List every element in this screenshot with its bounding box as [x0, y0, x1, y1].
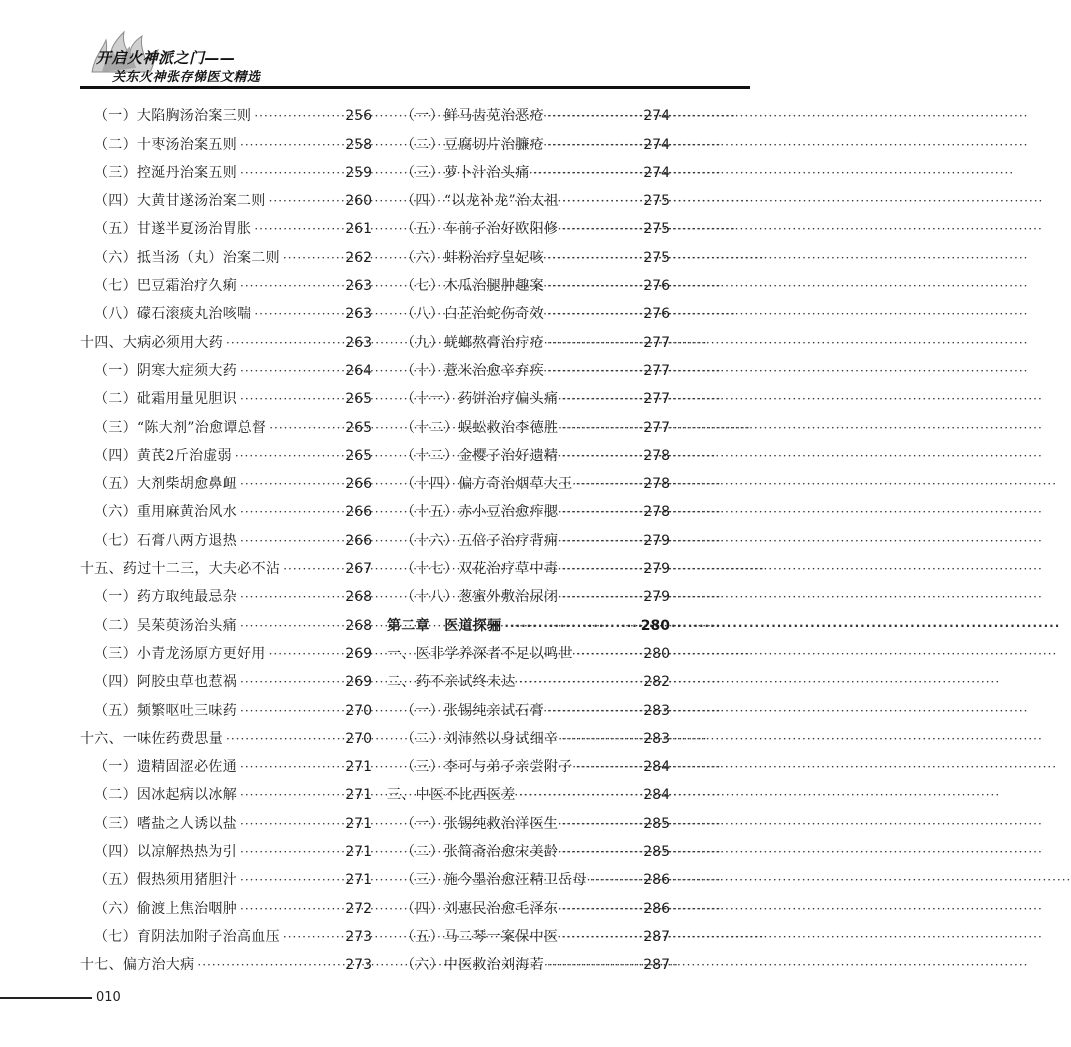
toc-entry-page: 286: [643, 872, 670, 889]
toc-entry-title: （四）黄芪2斤治虚弱: [94, 447, 232, 464]
dot-leader: [561, 814, 640, 834]
toc-entry-page: 280: [640, 617, 670, 634]
dot-leader: [562, 191, 640, 211]
toc-entry[interactable]: [80, 723, 372, 751]
toc-entry[interactable]: [80, 440, 372, 468]
dot-leader: [519, 672, 641, 692]
toc-entry-title: （十六）五倍子治疗背痈: [401, 532, 559, 549]
toc-entry-title: （五）车前子治好欧阳修: [401, 221, 559, 238]
toc-entry[interactable]: [80, 496, 372, 524]
header-subtitle: 关东火神张存悌医文精选: [112, 70, 261, 85]
toc-entry[interactable]: [80, 383, 372, 411]
toc-entry[interactable]: [80, 185, 372, 213]
toc-entry[interactable]: [80, 694, 372, 722]
toc-entry-title: （一）大陷胸汤治案三则: [94, 108, 252, 125]
dot-leader: [240, 163, 342, 183]
dot-leader: [547, 361, 640, 381]
toc-entry-page: 266: [345, 504, 372, 521]
toc-entry-title: （一）遗精固涩必佐通: [94, 759, 237, 776]
toc-entry-page: 279: [643, 589, 670, 606]
toc-entry-title: （二）刘沛然以身试细辛: [401, 730, 559, 747]
toc-entry[interactable]: [387, 100, 670, 128]
header-title: 开启火神派之门——: [96, 49, 236, 67]
toc-entry-page: 266: [345, 476, 372, 493]
toc-entry[interactable]: [387, 666, 670, 694]
toc-entry-page: 284: [643, 787, 670, 804]
toc-entry-title: 十六、一味佐药费思量: [80, 730, 223, 747]
toc-entry-title: 第二章 医道探骊: [387, 617, 502, 634]
toc-entry-title: （二）豆腐切片治臁疮: [401, 136, 544, 153]
toc-entry-page: 258: [345, 136, 372, 153]
toc-entry-title: （七）巴豆霜治疗久痢: [94, 278, 237, 295]
dot-leader: [504, 616, 637, 636]
toc-entry-page: 270: [345, 702, 372, 719]
dot-leader: [254, 304, 342, 324]
toc-entry[interactable]: [387, 496, 670, 524]
toc-entry-title: （二）张简斋治愈宋美龄: [401, 844, 559, 861]
toc-entry[interactable]: [80, 468, 372, 496]
toc-entry[interactable]: [387, 553, 670, 581]
toc-entry-title: （十二）蜈蚣救治李德胜: [401, 419, 559, 436]
toc-entry[interactable]: [387, 609, 670, 637]
toc-entry-title: （四）大黄甘遂汤治案二则: [94, 193, 266, 210]
toc-entry-page: 259: [345, 164, 372, 181]
toc-entry-title: （二）因冰起病以冰解: [94, 787, 237, 804]
toc-entry-page: 265: [345, 419, 372, 436]
toc-entry-page: 260: [345, 193, 372, 210]
toc-entry[interactable]: [387, 185, 670, 213]
toc-entry[interactable]: [80, 241, 372, 269]
toc-entry-page: 278: [643, 504, 670, 521]
toc-entry[interactable]: [387, 836, 670, 864]
dot-leader: [547, 106, 640, 126]
toc-entry-title: （五）频繁呕吐三味药: [94, 702, 237, 719]
toc-entry[interactable]: [80, 581, 372, 609]
dot-leader: [240, 474, 342, 494]
dot-leader: [547, 955, 640, 975]
toc-entry-title: （三）“陈大剂”治愈谭总督: [94, 419, 267, 436]
toc-entry-page: 285: [643, 815, 670, 832]
toc-entry-page: 279: [643, 561, 670, 578]
dot-leader: [240, 135, 342, 155]
toc-entry-page: 275: [643, 221, 670, 238]
toc-entry[interactable]: [387, 751, 670, 779]
toc-entry[interactable]: [80, 836, 372, 864]
toc-entry-page: 283: [643, 702, 670, 719]
toc-entry-title: （四）刘惠民治愈毛泽东: [401, 900, 559, 917]
toc-entry-title: （三）嗜盐之人诱以盐: [94, 815, 237, 832]
toc-entry-title: （二）十枣汤治案五则: [94, 136, 237, 153]
toc-entry[interactable]: [387, 355, 670, 383]
toc-entry[interactable]: [387, 157, 670, 185]
toc-entry-title: （一）张锡纯亲试石膏: [401, 702, 544, 719]
toc-column-right: [387, 100, 670, 977]
toc-entry[interactable]: [387, 638, 670, 666]
toc-entry[interactable]: [80, 326, 372, 354]
toc-entry-page: 271: [345, 787, 372, 804]
toc-entry-page: 282: [643, 674, 670, 691]
toc-entry-page: 286: [643, 900, 670, 917]
toc-entry-title: （六）偷渡上焦治咽肿: [94, 900, 237, 917]
toc-entry[interactable]: [80, 355, 372, 383]
dot-leader: [519, 785, 641, 805]
dot-leader: [561, 502, 640, 522]
toc-entry[interactable]: [80, 779, 372, 807]
toc-entry-title: （三）李可与弟子亲尝附子: [401, 759, 573, 776]
running-header: [0, 0, 750, 96]
toc-entry-page: 267: [345, 561, 372, 578]
dot-leader: [576, 644, 640, 664]
toc-entry-page: 268: [345, 589, 372, 606]
toc-entry[interactable]: [80, 638, 372, 666]
toc-entry[interactable]: [387, 723, 670, 751]
toc-entry[interactable]: [80, 213, 372, 241]
toc-entry-title: （十八）葱蜜外敷治尿闭: [401, 589, 559, 606]
toc-entry-page: 283: [643, 730, 670, 747]
dot-leader: [561, 587, 640, 607]
toc-entry-title: （十一）药饼治疗偏头痛: [401, 391, 559, 408]
toc-entry-title: （十五）赤小豆治愈痄腮: [401, 504, 559, 521]
toc-entry-page: 276: [643, 306, 670, 323]
dot-leader: [226, 333, 342, 353]
toc-entry[interactable]: [387, 581, 670, 609]
dot-leader: [533, 163, 641, 183]
toc-entry-title: （三）施今墨治愈汪精卫岳母: [401, 872, 587, 889]
toc-entry-title: 三、中医不比西医差: [387, 787, 516, 804]
toc-entry-title: （五）假热须用猪胆汁: [94, 872, 237, 889]
dot-leader: [576, 757, 641, 777]
toc-entry-page: 278: [643, 447, 670, 464]
toc-entry-title: （四）以凉解热热为引: [94, 844, 237, 861]
dot-leader: [240, 757, 342, 777]
toc-entry-title: （三）萝卜汁治头痛: [401, 164, 530, 181]
toc-entry-title: （七）育阴法加附子治高血压: [94, 928, 280, 945]
toc-entry-page: 265: [345, 447, 372, 464]
toc-entry[interactable]: [387, 949, 670, 977]
toc-entry-page: 280: [643, 645, 670, 662]
toc-entry[interactable]: [80, 298, 372, 326]
dot-leader: [283, 559, 342, 579]
dot-leader: [561, 418, 640, 438]
toc-entry-title: （八）白芷治蛇伤奇效: [401, 306, 544, 323]
dot-leader: [240, 587, 342, 607]
toc-entry[interactable]: [80, 128, 372, 156]
toc-entry-title: 一、医非学养深者不足以鸣世: [387, 645, 573, 662]
dot-leader: [226, 729, 342, 749]
toc-entry[interactable]: [80, 892, 372, 920]
toc-entry[interactable]: [387, 921, 670, 949]
dot-leader: [240, 701, 342, 721]
toc-entry-page: 271: [345, 872, 372, 889]
toc-entry-page: 275: [643, 249, 670, 266]
dot-leader: [240, 361, 342, 381]
toc-entry-page: 271: [345, 844, 372, 861]
dot-leader: [269, 191, 343, 211]
toc-entry[interactable]: [387, 524, 670, 552]
toc-entry-page: 256: [345, 108, 372, 125]
dot-leader: [283, 248, 342, 268]
toc-entry-page: 273: [345, 928, 372, 945]
toc-entry-page: 262: [345, 249, 372, 266]
toc-entry-page: 268: [345, 617, 372, 634]
toc-entry[interactable]: [80, 100, 372, 128]
toc-entry-title: （七）石膏八两方退热: [94, 532, 237, 549]
dot-leader: [240, 672, 342, 692]
dot-leader: [240, 616, 342, 636]
toc-entry[interactable]: [387, 440, 670, 468]
toc-entry-title: （一）鲜马齿苋治恶疮: [401, 108, 544, 125]
toc-entry-page: 266: [345, 532, 372, 549]
dot-leader: [561, 927, 640, 947]
dot-leader: [240, 531, 342, 551]
toc-entry-page: 274: [643, 108, 670, 125]
toc-entry-page: 271: [345, 759, 372, 776]
footer-rule: [0, 997, 92, 999]
toc-entry-title: （一）张锡纯救治洋医生: [401, 815, 559, 832]
toc-entry[interactable]: [80, 553, 372, 581]
toc-entry[interactable]: [387, 298, 670, 326]
toc-entry-title: （十）薏米治愈辛弃疾: [401, 362, 544, 379]
toc-entry[interactable]: [387, 270, 670, 298]
toc-entry-title: （七）木瓜治腿肿趣案: [401, 278, 544, 295]
dot-leader: [283, 927, 342, 947]
toc-entry-page: 277: [643, 362, 670, 379]
toc-entry-page: 277: [643, 334, 670, 351]
toc-entry-title: （三）控涎丹治案五则: [94, 164, 237, 181]
toc-entry[interactable]: [387, 468, 670, 496]
toc-entry-page: 274: [643, 164, 670, 181]
toc-entry-page: 265: [345, 391, 372, 408]
toc-entry[interactable]: [80, 524, 372, 552]
toc-entry[interactable]: [387, 241, 670, 269]
dot-leader: [269, 644, 343, 664]
toc-entry[interactable]: [80, 157, 372, 185]
toc-entry-title: （六）重用麻黄治风水: [94, 504, 237, 521]
toc-entry-page: 284: [643, 759, 670, 776]
dot-leader: [561, 531, 640, 551]
toc-entry-title: （五）马二琴一案保中医: [401, 928, 559, 945]
toc-entry-page: 279: [643, 532, 670, 549]
dot-leader: [240, 870, 342, 890]
toc-column-left: [80, 100, 372, 977]
toc-entry-title: （四）阿胶虫草也惹祸: [94, 674, 237, 691]
toc-entry[interactable]: [387, 411, 670, 439]
toc-entry-title: 十七、偏方治大病: [80, 957, 195, 974]
toc-entry[interactable]: [387, 864, 670, 892]
toc-entry-title: （十二）金樱子治好遗精: [401, 447, 559, 464]
dot-leader: [547, 248, 640, 268]
dot-leader: [561, 842, 640, 862]
toc-entry-title: （十七）双花治疗草中毒: [401, 561, 559, 578]
toc-entry-title: （二）吴茱萸汤治头痛: [94, 617, 237, 634]
dot-leader: [269, 418, 342, 438]
toc-entry-title: （十四）偏方奇治烟草大王: [401, 476, 573, 493]
dot-leader: [547, 276, 640, 296]
dot-leader: [576, 474, 641, 494]
toc-entry-title: （四）“以龙补龙”治太祖: [401, 193, 559, 210]
toc-entry-page: 261: [345, 221, 372, 238]
toc-entry[interactable]: [387, 213, 670, 241]
toc-entry[interactable]: [387, 807, 670, 835]
toc-entry-title: （一）阴寒大症须大药: [94, 362, 237, 379]
toc-entry-page: 269: [345, 645, 372, 662]
toc-entry[interactable]: [80, 807, 372, 835]
dot-leader: [561, 219, 640, 239]
toc-entry[interactable]: [80, 864, 372, 892]
toc-entry-page: 263: [345, 278, 372, 295]
dot-leader: [547, 333, 640, 353]
toc-entry[interactable]: [387, 383, 670, 411]
toc-entry-page: 263: [345, 334, 372, 351]
dot-leader: [240, 814, 342, 834]
toc-entry-page: 270: [345, 730, 372, 747]
toc-entry-page: 278: [643, 476, 670, 493]
toc-entry-page: 272: [345, 900, 372, 917]
dot-leader: [240, 785, 342, 805]
toc-entry-page: 263: [345, 306, 372, 323]
page-number: 010: [96, 990, 121, 1005]
toc-entry-title: （六）抵当汤（丸）治案二则: [94, 249, 280, 266]
toc-entry-page: 276: [643, 278, 670, 295]
dot-leader: [254, 219, 342, 239]
toc-entry-title: （九）蜣螂熬膏治疔疮: [401, 334, 544, 351]
dot-leader: [561, 389, 640, 409]
toc-entry-page: 285: [643, 844, 670, 861]
toc-entry-title: （五）大剂柴胡愈鼻衄: [94, 476, 237, 493]
toc-entry-title: （六）中医救治刘海若: [401, 957, 544, 974]
toc-entry[interactable]: [80, 411, 372, 439]
dot-leader: [590, 870, 640, 890]
dot-leader: [547, 304, 640, 324]
toc-entry-page: 275: [643, 193, 670, 210]
toc-entry-page: 277: [643, 419, 670, 436]
toc-entry-page: 287: [643, 928, 670, 945]
toc-entry[interactable]: [387, 326, 670, 354]
toc-entry-title: （八）礞石滚痰丸治咳喘: [94, 306, 252, 323]
dot-leader: [547, 701, 640, 721]
dot-leader: [561, 559, 640, 579]
toc-entry[interactable]: [80, 666, 372, 694]
toc-entry-page: 277: [643, 391, 670, 408]
toc-entry-page: 269: [345, 674, 372, 691]
toc-entry-page: 271: [345, 815, 372, 832]
toc-entry-title: （三）小青龙汤原方更好用: [94, 645, 266, 662]
dot-leader: [197, 955, 342, 975]
toc-entry-title: 十四、大病必须用大药: [80, 334, 223, 351]
header-rule: [80, 86, 750, 89]
toc-entry-title: （六）蚌粉治疗皇妃咳: [401, 249, 544, 266]
toc-entry[interactable]: [80, 751, 372, 779]
toc-entry-title: （一）药方取纯最忌杂: [94, 589, 237, 606]
dot-leader: [254, 106, 342, 126]
toc-entry-title: 十五、药过十二三，大夫必不沾: [80, 561, 281, 578]
toc-entry[interactable]: [387, 779, 670, 807]
toc-entry-title: 二、药不亲试终未达: [387, 674, 516, 691]
dot-leader: [235, 446, 342, 466]
dot-leader: [547, 135, 640, 155]
dot-leader: [240, 899, 342, 919]
toc-entry-title: （二）砒霜用量见胆识: [94, 391, 237, 408]
dot-leader: [240, 842, 342, 862]
toc-entry-title: （五）甘遂半夏汤治胃胀: [94, 221, 252, 238]
toc-entry-page: 274: [643, 136, 670, 153]
dot-leader: [561, 729, 640, 749]
dot-leader: [561, 899, 640, 919]
toc-entry-page: 287: [643, 957, 670, 974]
dot-leader: [240, 276, 342, 296]
dot-leader: [240, 502, 342, 522]
toc-entry-page: 264: [345, 362, 372, 379]
toc-entry[interactable]: [80, 949, 372, 977]
toc-entry[interactable]: [387, 128, 670, 156]
dot-leader: [240, 389, 342, 409]
toc-entry[interactable]: [387, 892, 670, 920]
toc-entry[interactable]: [80, 270, 372, 298]
toc-entry[interactable]: [80, 609, 372, 637]
toc-entry-page: 273: [345, 957, 372, 974]
toc-entry[interactable]: [80, 921, 372, 949]
toc-entry[interactable]: [387, 694, 670, 722]
dot-leader: [561, 446, 640, 466]
